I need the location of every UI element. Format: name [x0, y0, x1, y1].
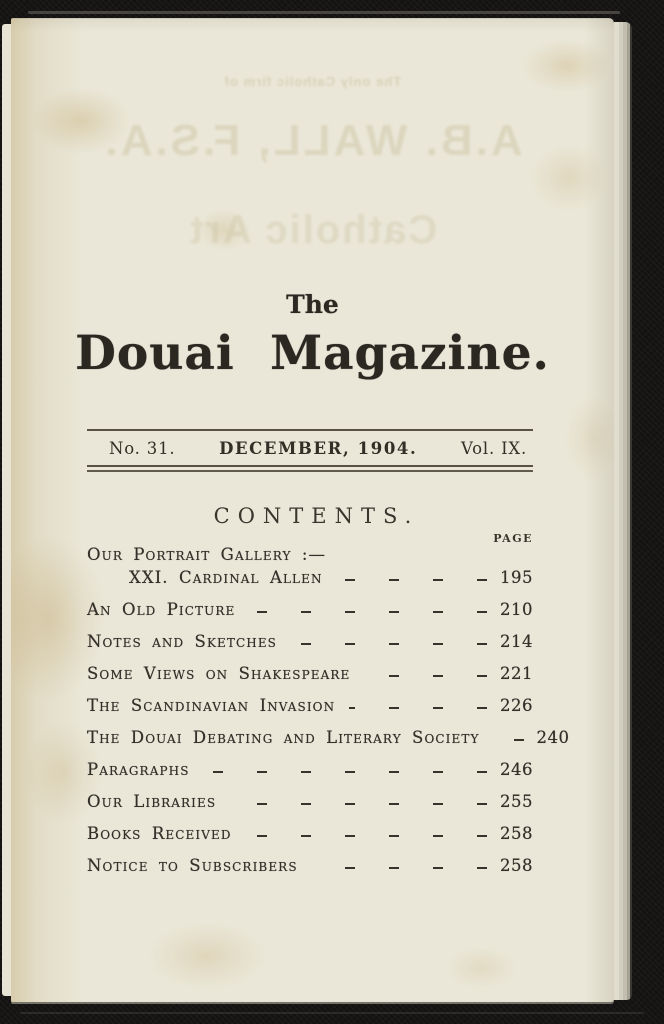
cover-stitch-line: [20, 1012, 644, 1014]
masthead-title: Douai Magazine.: [75, 326, 550, 381]
dash-leader: [230, 803, 487, 805]
toc-row: [87, 760, 533, 780]
toc-row: [87, 600, 533, 620]
bleed-through-text-large: A.B. WALL, F.S.A.: [102, 116, 523, 165]
toc-entry-title: Notes and Sketches: [87, 632, 277, 651]
toc-row: [87, 856, 533, 876]
toc-entry-title: Books Received: [87, 824, 232, 843]
issue-volume: Vol. IX.: [460, 439, 527, 458]
page-stack-edge: [614, 22, 632, 1000]
rule-double: [87, 465, 533, 472]
toc-row: [87, 824, 533, 844]
table-of-contents: [87, 545, 570, 888]
magazine-page: [11, 18, 614, 1002]
dash-leader: [246, 835, 487, 837]
toc-group-heading: [87, 545, 533, 565]
toc-entry-title: An Old Picture: [87, 600, 236, 619]
toc-page-number: 210: [500, 600, 533, 619]
cover-board-edge: [28, 11, 620, 14]
dash-leader: [337, 579, 487, 581]
toc-row: [87, 792, 533, 812]
contents-heading: CONTENTS.: [213, 504, 420, 528]
dash-leader: [204, 771, 487, 773]
toc-page-number: 258: [500, 824, 533, 843]
toc-row: [87, 568, 533, 588]
toc-page-number: 214: [500, 632, 533, 651]
toc-entry-title: XXI. Cardinal Allen: [129, 568, 323, 587]
issue-number: No. 31.: [109, 439, 176, 458]
toc-page-number: 226: [500, 696, 533, 715]
toc-page-number: 195: [500, 568, 533, 587]
toc-entry-title: The Douai Debating and Literary Society: [87, 728, 480, 747]
bleed-through-text-medium: Catholic Art: [187, 208, 438, 252]
toc-entry-title: Our Portrait Gallery :—: [87, 545, 327, 564]
dash-leader: [349, 707, 487, 709]
dash-leader: [364, 675, 487, 677]
toc-row: [87, 728, 570, 748]
toc-page-number: 221: [500, 664, 533, 683]
toc-entry-title: Notice to Subscribers: [87, 856, 298, 875]
toc-entry-title: Some Views on Shakespeare: [87, 664, 351, 683]
issue-date: DECEMBER, 1904.: [219, 439, 418, 458]
masthead-overline: The: [286, 290, 339, 319]
toc-entry-title: Paragraphs: [87, 760, 190, 779]
page-column-label: PAGE: [493, 532, 533, 545]
toc-row: [87, 664, 533, 684]
dash-leader: [312, 867, 487, 869]
toc-row: [87, 632, 533, 652]
toc-page-number: 255: [500, 792, 533, 811]
bleed-through-text-small: The only Catholic firm of: [223, 74, 402, 89]
toc-page-number: 258: [500, 856, 533, 875]
toc-page-number: 240: [536, 728, 570, 747]
dash-leader: [494, 739, 524, 741]
dash-leader: [291, 643, 487, 645]
toc-entry-title: The Scandinavian Invasion: [87, 696, 336, 715]
dash-leader: [249, 611, 487, 613]
issue-bar: [87, 429, 533, 472]
toc-row: [87, 696, 533, 716]
toc-page-number: 246: [500, 760, 533, 779]
toc-entry-title: Our Libraries: [87, 792, 217, 811]
